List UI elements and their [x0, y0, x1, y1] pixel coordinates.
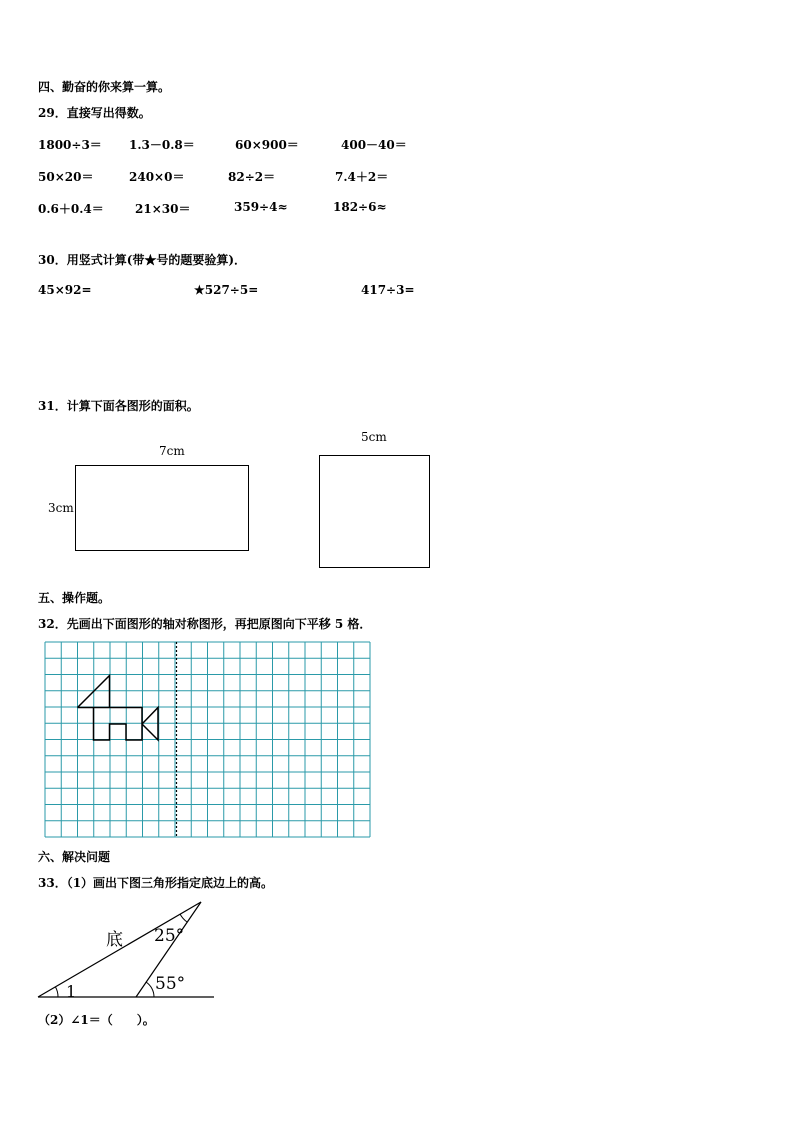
q29-item: 359÷4≈ — [234, 200, 288, 214]
q29-item: 60×900＝ — [235, 138, 299, 152]
base-label: 底 — [106, 930, 123, 950]
q33-part2: （2）∠1＝（ ）。 — [38, 1013, 155, 1027]
q33-title: 33．（1）画出下图三角形指定底边上的高。 — [38, 876, 274, 890]
square-side-label: 5cm — [361, 430, 387, 444]
angle-right-label: 55° — [155, 974, 186, 994]
q30-item: ★527÷5= — [194, 283, 259, 297]
q29-item: 0.6＋0.4＝ — [38, 202, 104, 216]
q29-item: 21×30＝ — [135, 202, 191, 216]
q29-item: 400－40＝ — [341, 138, 407, 152]
rect-width-label: 7cm — [159, 444, 185, 458]
q30-title: 30．用竖式计算(带★号的题要验算)． — [38, 253, 247, 267]
q29-item: 1800÷3＝ — [38, 138, 102, 152]
section5-heading: 五、操作题。 — [38, 591, 111, 605]
q29-item: 50×20＝ — [38, 170, 94, 184]
q29-item: 240×0＝ — [129, 170, 185, 184]
q31-title: 31．计算下面各图形的面积。 — [38, 399, 199, 413]
q30-item: 45×92= — [38, 283, 92, 297]
rect-height-label: 3cm — [48, 501, 74, 515]
angle-1-label: 1 — [66, 982, 77, 1001]
q29-item: 1.3－0.8＝ — [129, 138, 195, 152]
q32-title: 32．先画出下面图形的轴对称图形，再把原图向下平移 5 格． — [38, 617, 372, 631]
q29-item: 182÷6≈ — [333, 200, 387, 214]
q29-item: 82÷2＝ — [228, 170, 276, 184]
section4-heading: 四、勤奋的你来算一算。 — [38, 80, 171, 94]
q29-title: 29．直接写出得数。 — [38, 106, 151, 120]
q30-item: 417÷3= — [361, 283, 415, 297]
q29-item: 7.4＋2＝ — [335, 170, 389, 184]
section6-heading: 六、解决问题 — [38, 850, 111, 864]
angle-top-label: 25° — [154, 926, 185, 946]
